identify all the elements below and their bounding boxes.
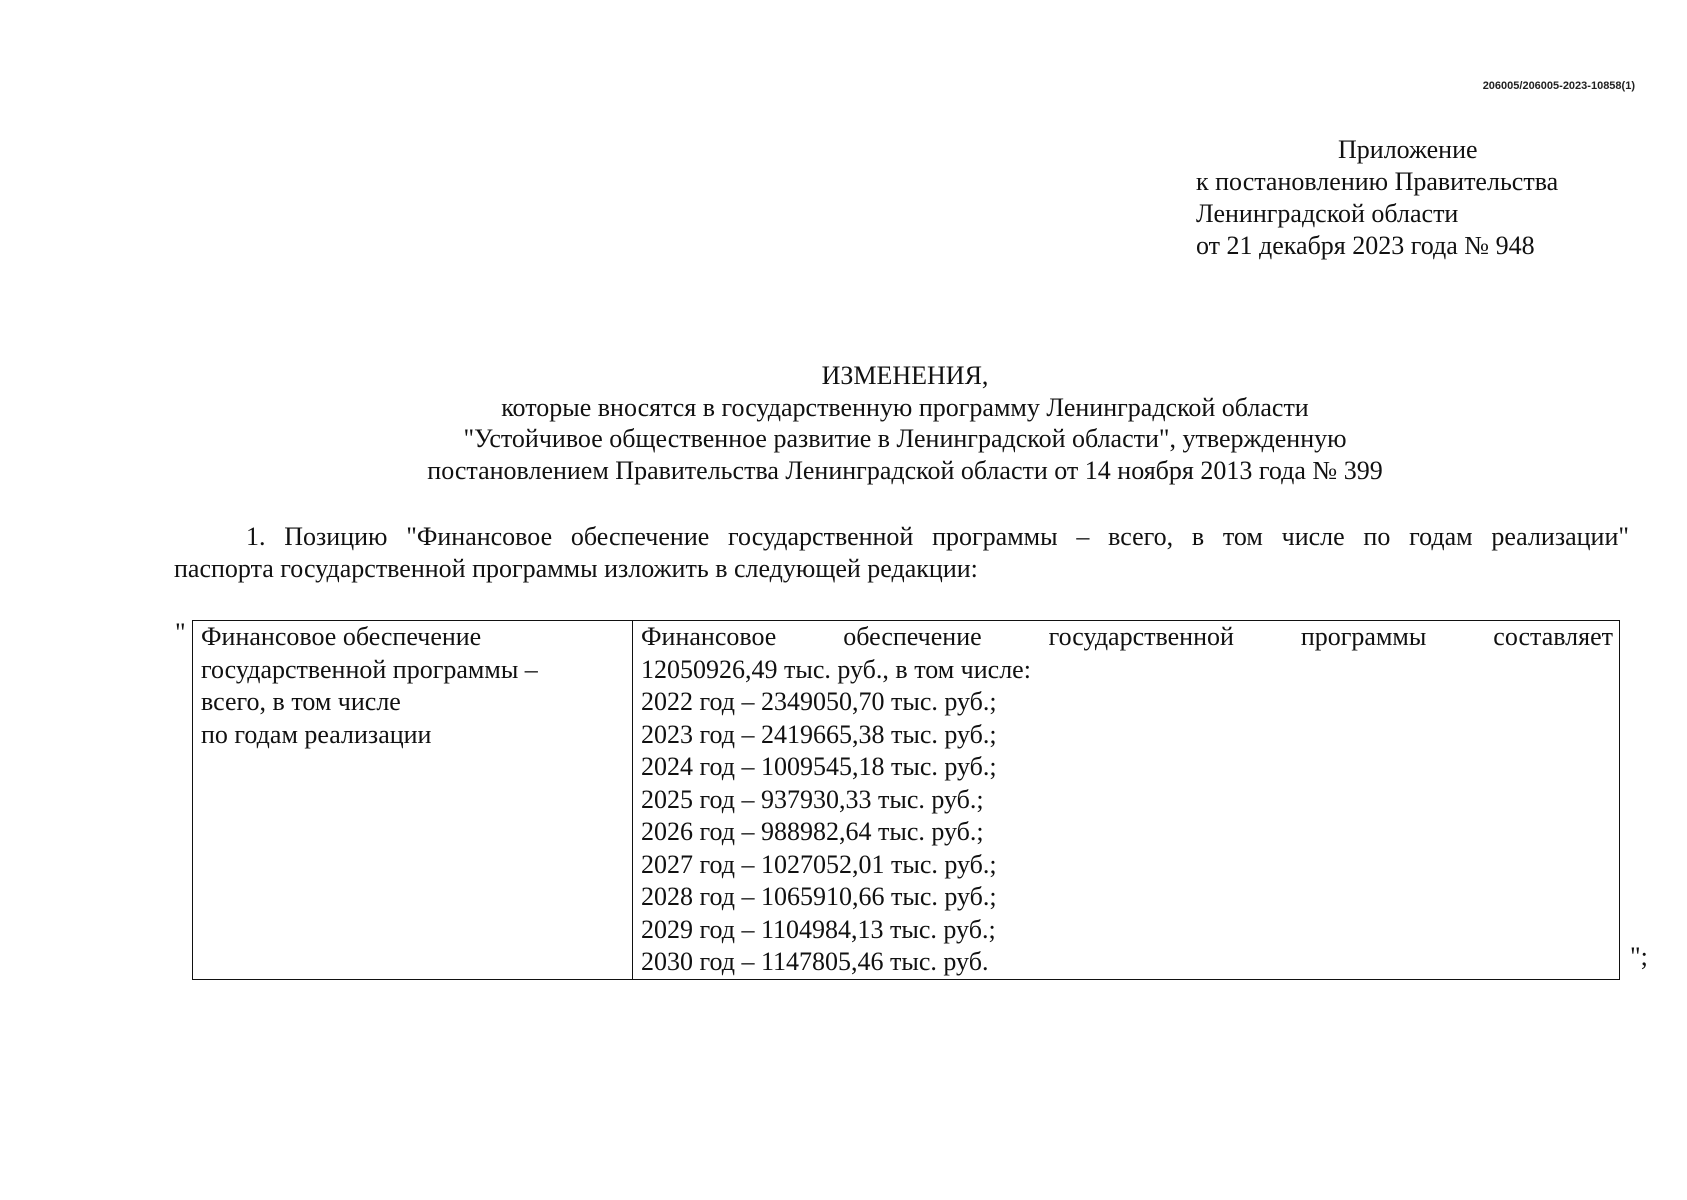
paragraph-line-2: паспорта государственной программы изложить в следующей редакции:	[174, 554, 978, 583]
appendix-reference-line: к постановлению Правительства	[1196, 167, 1559, 196]
heading-line-3: "Устойчивое общественное развитие в Ленинградской области", утвержденную	[463, 424, 1347, 453]
financing-total-line: 12050926,49 тыс. руб., в том числе:	[641, 654, 1031, 684]
close-quote-mark: ";	[1630, 942, 1648, 971]
position-name-cell	[193, 621, 633, 980]
table-row	[193, 621, 1620, 980]
position-name-line: по годам реализации	[201, 719, 432, 749]
appendix-block	[1196, 134, 1558, 262]
financing-year-line: 2025 год – 937930,33 тыс. руб.;	[641, 784, 984, 814]
appendix-date-line: от 21 декабря 2023 года № 948	[1196, 231, 1535, 260]
heading-line-2: которые вносятся в государственную программу Ленинградской области	[501, 392, 1309, 422]
financing-year-line: 2023 год – 2419665,38 тыс. руб.;	[641, 719, 997, 749]
financing-year-line: 2029 год – 1104984,13 тыс. руб.;	[641, 914, 996, 944]
document-heading	[0, 360, 1687, 486]
financing-year-line: 2022 год – 2349050,70 тыс. руб.;	[641, 687, 997, 716]
financing-year-line: 2030 год – 1147805,46 тыс. руб.	[641, 947, 989, 976]
change-paragraph	[174, 521, 1629, 585]
financing-year-line: 2028 год – 1065910,66 тыс. руб.;	[641, 882, 997, 911]
paragraph-line-1: 1. Позицию "Финансовое обеспечение государственной программы – всего, в том числе по годам реализации"	[246, 522, 1629, 551]
financing-year-line: 2026 год – 988982,64 тыс. руб.;	[641, 817, 984, 846]
heading-title: ИЗМЕНЕНИЯ,	[821, 361, 989, 390]
financing-values-cell	[633, 621, 1620, 980]
appendix-title: Приложение	[1338, 135, 1478, 164]
financing-year-line: 2027 год – 1027052,01 тыс. руб.;	[641, 849, 997, 879]
position-name-line: Финансовое обеспечение	[201, 622, 482, 651]
open-quote-mark: "	[175, 618, 186, 647]
heading-line-4: постановлением Правительства Ленинградской области от 14 ноября 2013 года № 399	[427, 455, 1383, 485]
position-name-line: государственной программы –	[201, 654, 538, 684]
financing-year-line: 2024 год – 1009545,18 тыс. руб.;	[641, 752, 997, 781]
financing-table	[192, 620, 1620, 980]
document-registration-code: 206005/206005-2023-10858(1)	[1482, 80, 1635, 92]
appendix-region-line: Ленинградской области	[1196, 199, 1459, 228]
financing-intro-line: Финансовое обеспечение государственной программы составляет	[641, 622, 1613, 651]
position-name-line: всего, в том числе	[201, 687, 401, 716]
